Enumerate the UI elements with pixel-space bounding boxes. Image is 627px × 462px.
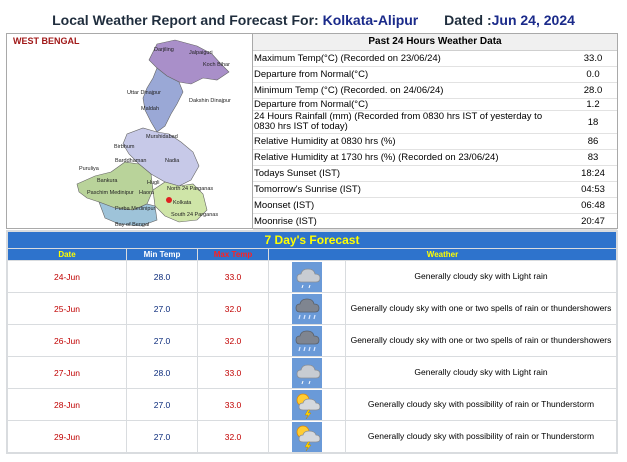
past-24-hours-heading: Past 24 Hours Weather Data (253, 34, 617, 51)
past-data-label: Departure from Normal(°C) (254, 68, 369, 80)
forecast-description: Generally cloudy sky with possibility of rain or Thunderstorm (346, 389, 616, 420)
column-header-weather: Weather (269, 249, 616, 260)
map-label-paschim-medinipur: Paschim Medinipur (87, 190, 134, 196)
forecast-date: 27-Jun (8, 357, 126, 388)
forecast-description: Generally cloudy sky with Light rain (346, 357, 616, 388)
past-data-value: 18:24 (581, 168, 605, 179)
forecast-row (8, 421, 616, 452)
map-label-puruliya: Puruliya (79, 166, 99, 172)
past-data-row (253, 150, 617, 166)
map-label-kochbihar: Koch Bihar (203, 62, 230, 68)
forecast-min-temp: 28.0 (127, 357, 197, 388)
map-label-maldah: Maldah (141, 106, 160, 112)
forecast-row (8, 325, 616, 356)
map-label-kolkata: Kolkata (173, 200, 192, 206)
map-label-uttar-dinajpur: Uttar Dinajpur (127, 90, 161, 96)
thunderstorm-icon (269, 389, 345, 420)
past-data-row (253, 198, 617, 214)
past-data-value: 18 (587, 116, 599, 128)
forecast-date: 24-Jun (8, 261, 126, 292)
past-data-row (253, 67, 617, 83)
past-data-row (253, 134, 617, 150)
past-data-row (253, 51, 617, 67)
past-data-label: Tomorrow's Sunrise (IST) (254, 183, 361, 195)
column-header-max-temp: Max Temp (198, 249, 268, 260)
map-label-darjiling: Darjiling (154, 47, 174, 53)
past-data-label: Departure from Normal(°C) (254, 98, 369, 110)
rain-icon (269, 293, 345, 324)
dated-label: Dated : (444, 12, 492, 28)
forecast-max-temp: 32.0 (198, 421, 268, 452)
map-label-purba-medinipur: Purba Medinipur (115, 206, 156, 212)
thunderstorm-icon (269, 421, 345, 452)
forecast-max-temp: 33.0 (198, 389, 268, 420)
past-data-label: Todays Sunset (IST) (254, 167, 341, 179)
forecast-min-temp: 27.0 (127, 421, 197, 452)
past-data-value: 28.0 (583, 85, 603, 96)
map-label-birbhum: Birbhum (114, 144, 135, 150)
forecast-row (8, 389, 616, 420)
map-label-jalpaiguri: Jalpaiguri (189, 50, 213, 56)
forecast-date: 28-Jun (8, 389, 126, 420)
map-label-dakshin-dinajpur: Dakshin Dinajpur (189, 98, 231, 104)
rain-icon (269, 325, 345, 356)
past-data-value: 86 (587, 136, 599, 147)
column-header-min-temp: Min Temp (127, 249, 197, 260)
title-prefix: Local Weather Report and Forecast For: (52, 12, 319, 28)
past-data-label: Relative Humidity at 1730 hrs (%) (Recorded on 23/06/24) (254, 151, 499, 163)
forecast-description: Generally cloudy sky with one or two spells of rain or thundershowers (346, 293, 616, 324)
kolkata-marker (166, 197, 172, 203)
past-data-row (253, 99, 617, 111)
map-label-hugli: Hugli (147, 180, 160, 186)
past-data-value: 83 (587, 152, 599, 163)
past-data-label: Maximum Temp(°C) (Recorded on 23/06/24) (254, 52, 441, 64)
map-label-barddhaman: Barddhaman (115, 158, 147, 164)
column-header-date: Date (8, 249, 126, 260)
map-label-south-24-parganas: South 24 Parganas (171, 212, 219, 218)
map-graphic (7, 34, 252, 228)
forecast-row (8, 357, 616, 388)
forecast-row (8, 261, 616, 292)
forecast-date: 25-Jun (8, 293, 126, 324)
past-data-label: Relative Humidity at 0830 hrs (%) (254, 135, 396, 147)
location-name: Kolkata-Alipur (322, 12, 419, 28)
forecast-date: 29-Jun (8, 421, 126, 452)
past-data-value: 33.0 (583, 53, 603, 64)
top-panel (6, 33, 618, 229)
map-label-north-24-parganas: North 24 Parganas (167, 186, 214, 192)
light-rain-icon (269, 261, 345, 292)
report-date: Jun 24, 2024 (491, 12, 575, 28)
forecast-max-temp: 33.0 (198, 357, 268, 388)
forecast-min-temp: 27.0 (127, 325, 197, 356)
page-title (0, 12, 627, 28)
forecast-min-temp: 28.0 (127, 261, 197, 292)
forecast-description: Generally cloudy sky with Light rain (346, 261, 616, 292)
past-data-row (253, 182, 617, 198)
past-data-label: Moonset (IST) (254, 199, 315, 211)
past-data-row (253, 214, 617, 230)
map-label-haora: Haora (139, 190, 154, 196)
forecast-title: 7 Day's Forecast (8, 232, 616, 248)
map-label-bay-of-bengal: Bay of Bengal (115, 222, 150, 228)
past-24-hours-panel (253, 34, 617, 230)
past-24-hours-rows (253, 51, 617, 230)
forecast-date: 26-Jun (8, 325, 126, 356)
forecast-description: Generally cloudy sky with one or two spells of rain or thundershowers (346, 325, 616, 356)
past-data-row (253, 166, 617, 182)
past-data-value: 1.2 (586, 99, 600, 110)
forecast-max-temp: 32.0 (198, 325, 268, 356)
past-data-label: 24 Hours Rainfall (mm) (Recorded from 0830 hrs IST of yesterday to 0830 hrs IST of today) (254, 111, 543, 132)
forecast-max-temp: 33.0 (198, 261, 268, 292)
map-label-nadia: Nadia (165, 158, 180, 164)
forecast-description: Generally cloudy sky with possibility of rain or Thunderstorm (346, 421, 616, 452)
light-rain-icon (269, 357, 345, 388)
past-data-row (253, 111, 617, 134)
map-title: WEST BENGAL (13, 36, 80, 46)
past-data-label: Moonrise (IST) (254, 215, 317, 227)
past-data-value: 06:48 (581, 200, 605, 211)
forecast-row (8, 293, 616, 324)
past-data-value: 04:53 (581, 184, 605, 195)
past-data-value: 0.0 (586, 69, 600, 80)
map-label-murshidabad: Murshidabad (146, 134, 178, 140)
forecast-min-temp: 27.0 (127, 389, 197, 420)
past-data-value: 20:47 (581, 216, 605, 227)
past-data-row (253, 83, 617, 99)
forecast-min-temp: 27.0 (127, 293, 197, 324)
forecast-table (6, 230, 618, 454)
forecast-max-temp: 32.0 (198, 293, 268, 324)
west-bengal-map (7, 34, 253, 228)
past-data-label: Minimum Temp (°C) (Recorded. on 24/06/24) (254, 84, 444, 96)
map-label-bankura: Bankura (97, 178, 118, 184)
